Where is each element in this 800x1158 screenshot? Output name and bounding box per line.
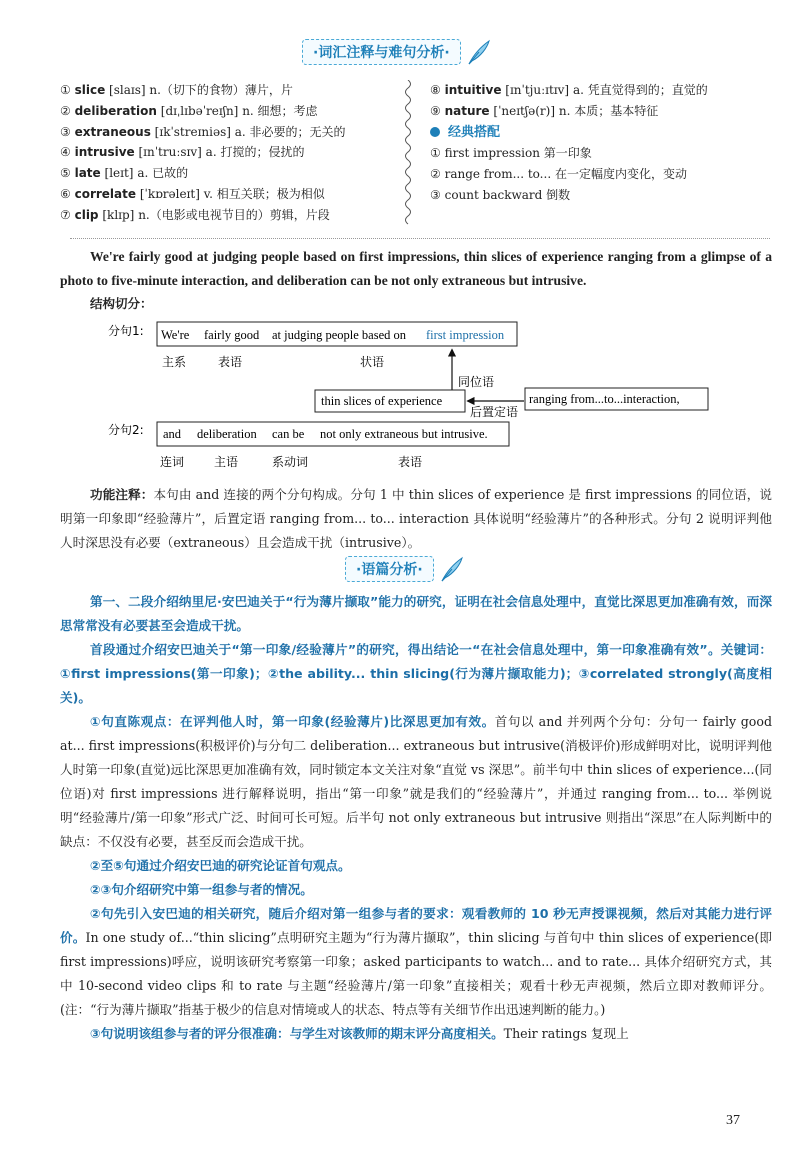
function-note — [60, 483, 772, 555]
analysis-paragraph: ②③句介绍研究中第一组参与者的情况。 — [90, 882, 313, 897]
c1-adverbial: at judging people based on — [272, 328, 406, 342]
postmod-label: 后置定语 — [470, 405, 519, 419]
collocation-item: ② range from... to... 在一定幅度内变化，变动 — [430, 167, 687, 182]
vocab-item: ② deliberation [dɪˌlɪbəˈreɪʃn] n. 细想；考虑 — [60, 103, 318, 118]
c2-conjunction: and — [163, 427, 182, 441]
vocab-item: ⑦ clip [klɪp] n.（电影或电视节目的）剪辑，片段 — [60, 207, 330, 222]
c1-adverbial-role: 状语 — [360, 355, 385, 369]
discourse-section-banner — [345, 555, 466, 583]
analysis-paragraph: ②至⑤句通过介绍安巴迪的研究论证首句观点。 — [90, 858, 351, 873]
analysis-text — [60, 590, 772, 1046]
collocation-item: ③ count backward 倒数 — [430, 187, 571, 202]
vocab-item: ③ extraneous [ɪkˈstreɪniəs] a. 非必要的；无关的 — [60, 124, 346, 139]
c2-subject-role: 主语 — [214, 455, 239, 469]
quill-icon — [438, 555, 466, 583]
clause2-label: 分句2: — [108, 423, 144, 437]
page-number: 37 — [726, 1113, 740, 1128]
c2-predicative: not only extraneous but intrusive. — [320, 427, 488, 441]
appositive-label: 同位语 — [458, 375, 495, 389]
vocab-item: ⑥ correlate [ˈkɒrəleɪt] v. 相互关联；极为相似 — [60, 186, 325, 201]
c2-conjunction-role: 连词 — [160, 455, 185, 469]
vocab-item: ⑨ nature [ˈneɪtʃə(r)] n. 本质；基本特征 — [430, 103, 659, 118]
c2-predicative-role: 表语 — [398, 455, 423, 469]
c2-subject: deliberation — [197, 427, 257, 441]
c1-first-impression: first impression — [426, 328, 505, 342]
vocab-section-title: ·词汇注释与难句分析· — [302, 39, 461, 65]
ranging-box: ranging from...to...interaction, — [529, 392, 680, 406]
clause1-label: 分句1: — [108, 324, 144, 338]
analysis-paragraph: 第一、二段介绍纳里尼·安巴迪关于“行为薄片撷取”能力的研究，证明在社会信息处理中，直觉比深思更加准确有效，而深思常常没有必要甚至会造成干扰。 — [60, 594, 772, 633]
c1-subject-role: 主系 — [162, 355, 187, 369]
c1-predicative-role: 表语 — [218, 355, 243, 369]
analysis-paragraph: 首段通过介绍安巴迪关于“第一印象/经验薄片”的研究，得出结论一“在社会信息处理中，第一印象准确有效”。关键词：①first impressions(第一印象)；②the ability... thin slicing(行为薄片撷取能力)；③correlated strongly(高度相关)。 — [60, 642, 772, 705]
c1-subject: We're — [161, 328, 190, 342]
vocab-item: ⑤ late [leɪt] a. 已故的 — [60, 166, 189, 181]
thin-slices-box: thin slices of experience — [321, 394, 443, 408]
function-note-text: 本句由 and 连接的两个分句构成。分句 1 中 thin slices of experience 是 first impressions 的同位语，说明第一印象即“经验薄片”，后置定语 ranging from... to... interaction 具体说明“经验薄片”的各种形式。分句 2 说明评判他人时深思没有必要（extraneous）且会造成干扰（intrusive）。 — [60, 487, 772, 550]
vocab-item: ④ intrusive [ɪnˈtruːsɪv] a. 打搅的；侵扰的 — [60, 145, 305, 160]
collocation-heading: 经典搭配 — [430, 122, 708, 144]
c2-linking-verb-role: 系动词 — [272, 455, 309, 469]
c2-linking-verb: can be — [272, 427, 305, 441]
key-sentence: We're fairly good at judging people based on first impressions, thin slices of experience ranging from a glimpse of a photo to five-minute interaction, and deliberation can be not only extraneous but intrusive. — [60, 249, 772, 288]
analysis-paragraph: ①句直陈观点：在评判他人时，第一印象(经验薄片)比深思更加有效。首句以 and 并列两个分句：分句一 fairly good at... first impressions(积极评价)与分句二 deliberation... extraneous but intrusive(消极评价)形成鲜明对比，说明评判他人时第一印象(直觉)远比深思更加准确有效，同时锁定本文关注对象“直觉 vs 深思”。前半句中 thin slices of experience...(同位语)对 first impressions 进行解释说明，指出“第一印象”就是我们的“经验薄片”，并通过 ranging from... to... 举例说明“经验薄片/第一印象”形式广泛、时间可长可短。后半句 not only extraneous but intrusive 则指出“深思”在人际判断中的缺点：不仅没有必要，甚至反而会造成干扰。 — [60, 714, 772, 849]
discourse-section-title: ·语篇分析· — [345, 556, 434, 582]
structure-label: 结构切分： — [90, 296, 153, 311]
collocation-item: ① first impression 第一印象 — [430, 146, 592, 161]
function-note-label: 功能注释： — [90, 487, 154, 502]
analysis-paragraph: ②句先引入安巴迪的相关研究，随后介绍对第一组参与者的要求：观看教师的 10 秒无声授课视频，然后对其能力进行评价。In one study of...“thin slicing”点明研究主题为“行为薄片撷取”，thin slicing 与首句中 thin slices of experience(即 first impressions)呼应，说明该研究考察第一印象；asked participants to watch... and to rate... 具体介绍研究方式，其中 10-second video clips 和 to rate 与主题“经验薄片/第一印象”直接相关；观看十秒无声视频，然后立即对教师评分。(注：“行为薄片撷取”指基于极少的信息对情境或人的状态、特点等有关细节作出迅速判断的能力。) — [60, 906, 772, 1017]
vocab-item: ① slice [slaɪs] n.（切下的食物）薄片，片 — [60, 83, 293, 97]
vocab-item: ⑧ intuitive [ɪnˈtjuːɪtɪv] a. 凭直觉得到的；直觉的 — [430, 83, 708, 97]
analysis-paragraph: ③句说明该组参与者的评分很准确：与学生对该教师的期末评分高度相关。Their ratings 复现上 — [90, 1026, 629, 1041]
c1-predicative: fairly good — [204, 328, 260, 342]
sentence-structure-diagram — [0, 0, 800, 480]
